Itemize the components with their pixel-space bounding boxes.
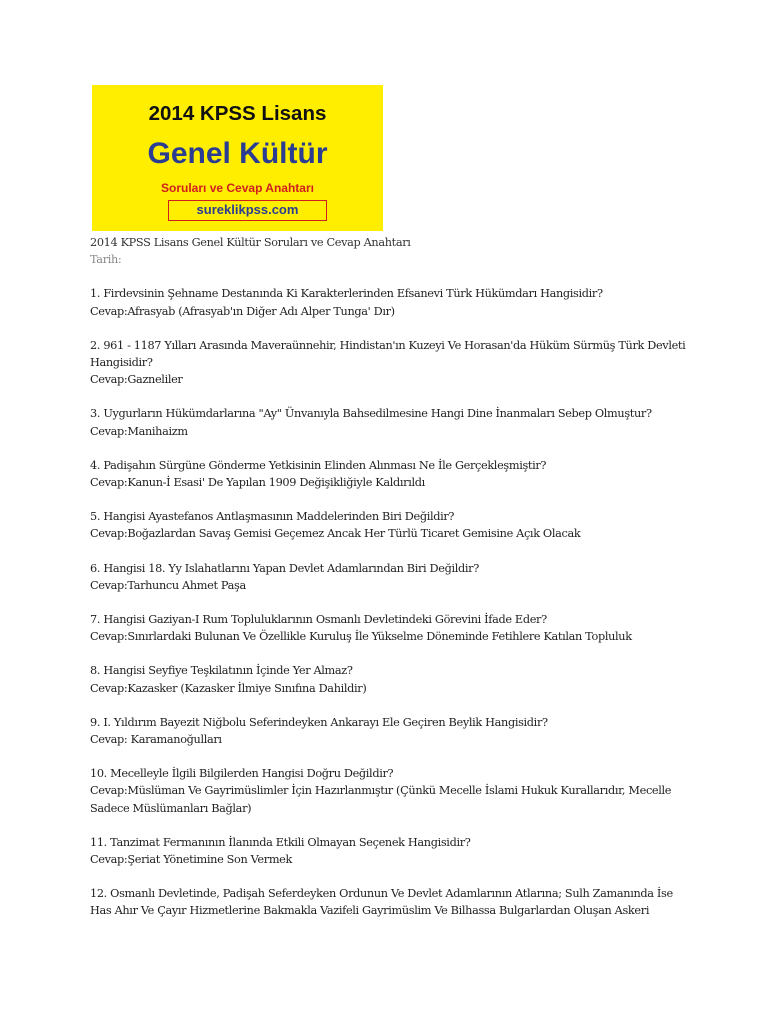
question-text: 12. Osmanlı Devletinde, Padişah Seferdeyken Ordunun Ve Devlet Adamlarının Atlarına; Sulh Zamanında İse Has Ahır Ve Çayır Hizmetlerine Bakmakla Vazifeli Gayrimüslim Ve Bilhassa Bulgarlardan Oluşan Askeri: [90, 887, 673, 918]
banner-tagline: Soruları ve Cevap Anahtarı: [161, 181, 314, 195]
banner-url: sureklikpss.com: [168, 200, 327, 221]
qa-item: [90, 765, 690, 817]
answer-text: Cevap:Manihaizm: [90, 424, 188, 438]
article-body: [90, 234, 690, 920]
banner-title: 2014 KPSS Lisans: [148, 102, 327, 125]
qa-item: [90, 508, 690, 542]
document-title: 2014 KPSS Lisans Genel Kültür Soruları ve Cevap Anahtarı: [90, 236, 411, 249]
answer-text: Cevap:Tarhuncu Ahmet Paşa: [90, 578, 246, 592]
question-text: 3. Uygurların Hükümdarlarına "Ay" Ünvanıyla Bahsedilmesine Hangi Dine İnanmaları Sebep Olmuştur?: [90, 407, 652, 421]
question-text: 2. 961 - 1187 Yılları Arasında Maveraünnehir, Hindistan'ın Kuzeyi Ve Horasan'da Hüküm Sürmüş Türk Devleti Hangisidir?: [90, 338, 686, 370]
qa-item: [90, 560, 690, 594]
answer-text: Cevap:Sınırlardaki Bulunan Ve Özellikle Kuruluş İle Yükselme Döneminde Fetihlere Katılan Topluluk: [90, 630, 632, 644]
question-text: 4. Padişahın Sürgüne Gönderme Yetkisinin Elinden Alınması Ne İle Gerçekleşmiştir?: [90, 458, 547, 472]
question-text: 8. Hangisi Seyfiye Teşkilatının İçinde Yer Almaz?: [90, 664, 353, 678]
question-text: 1. Firdevsinin Şehname Destanında Ki Karakterlerinden Efsanevi Türk Hükümdarı Hangisidir?: [90, 287, 603, 301]
answer-text: Cevap:Şeriat Yönetimine Son Vermek: [90, 853, 293, 867]
question-text: 11. Tanzimat Fermanının İlanında Etkili Olmayan Seçenek Hangisidir?: [90, 835, 471, 849]
qa-item: [90, 405, 690, 439]
kpss-banner-image: [92, 85, 383, 231]
banner-subtitle: Genel Kültür: [147, 137, 328, 170]
answer-text: Cevap:Kanun-İ Esasi' De Yapılan 1909 Değişikliğiyle Kaldırıldı: [90, 476, 425, 490]
answer-text: Cevap:Müslüman Ve Gayrimüslimler İçin Hazırlanmıştır (Çünkü Mecelle İslami Hukuk Kurallarıdır, Mecelle Sadece Müslümanları Bağlar): [90, 784, 672, 815]
answer-text: Cevap:Kazasker (Kazasker İlmiye Sınıfına Dahildir): [90, 681, 367, 695]
qa-item: [90, 285, 690, 319]
qa-item: [90, 611, 690, 645]
qa-item: [90, 834, 690, 868]
answer-text: Cevap: Karamanoğulları: [90, 733, 222, 747]
question-text: 7. Hangisi Gaziyan-I Rum Topluluklarının Osmanlı Devletindeki Görevini İfade Eder?: [90, 613, 547, 627]
qa-item: [90, 337, 690, 389]
answer-text: Cevap:Gazneliler: [90, 373, 183, 387]
date-label: Tarih:: [90, 253, 122, 267]
answer-text: Cevap:Afrasyab (Afrasyab'ın Diğer Adı Alper Tunga' Dır): [90, 304, 395, 318]
question-text: 6. Hangisi 18. Yy Islahatlarını Yapan Devlet Adamlarından Biri Değildir?: [90, 561, 479, 575]
question-text: 5. Hangisi Ayastefanos Antlaşmasının Maddelerinden Biri Değildir?: [90, 510, 455, 524]
qa-item: [90, 714, 690, 748]
qa-item: [90, 885, 690, 919]
qa-item: [90, 457, 690, 491]
question-text: 10. Mecelleyle İlgili Bilgilerden Hangisi Doğru Değildir?: [90, 767, 394, 781]
answer-text: Cevap:Boğazlardan Savaş Gemisi Geçemez Ancak Her Türlü Ticaret Gemisine Açık Olacak: [90, 527, 581, 541]
question-text: 9. I. Yıldırım Bayezit Niğbolu Seferindeyken Ankarayı Ele Geçiren Beylik Hangisidir?: [90, 715, 548, 729]
qa-item: [90, 662, 690, 696]
